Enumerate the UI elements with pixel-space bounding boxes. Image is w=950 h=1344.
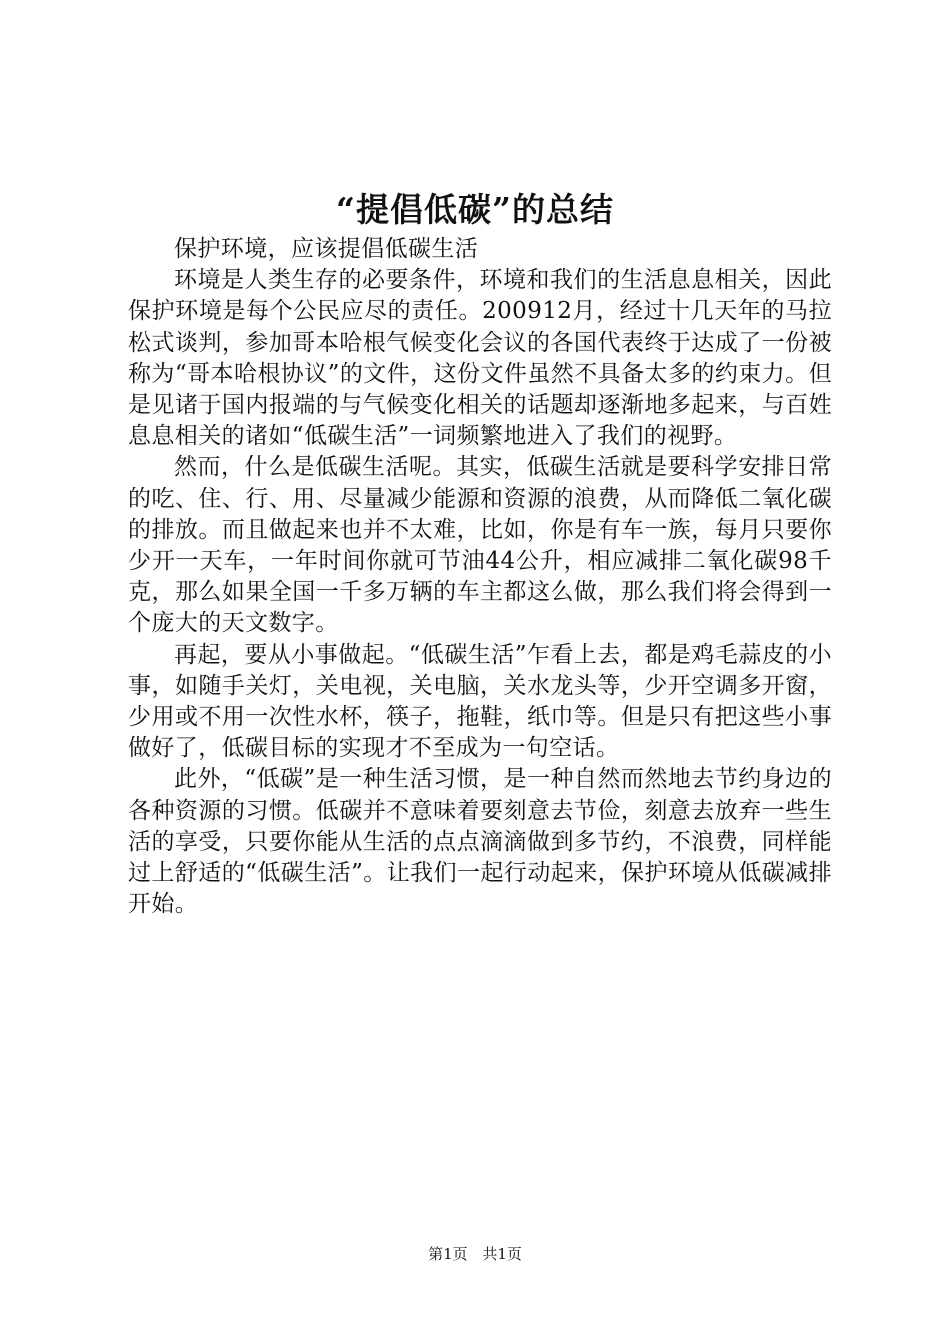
document-body [128,234,832,920]
document-title: “提倡低碳”的总结 [336,190,614,229]
page-footer [0,1244,950,1264]
paragraph-3: 然而，什么是低碳生活呢。其实，低碳生活就是要科学安排日常的吃、住、行、用、尽量减少能源和资源的浪费，从而降低二氧化碳的排放。而且做起来也并不太难，比如，你是有车一族，每月只要你少开一天车，一年时间你就可节油44公升，相应减排二氧化碳98千克，那么如果全国一千多万辆的车主都这么做，那么我们将会得到一个庞大的天文数字。 [128,454,832,637]
page-total: 共1页 [482,1245,522,1263]
paragraph-5: 此外，“低碳”是一种生活习惯，是一种自然而然地去节约身边的各种资源的习惯。低碳并不意味着要刻意去节俭，刻意去放弃一些生活的享受，只要你能从生活的点点滴滴做到多节约，不浪费，同样能过上舒适的“低碳生活”。让我们一起行动起来，保护环境从低碳减排开始。 [128,766,832,918]
paragraph-1: 保护环境，应该提倡低碳生活 [174,236,479,262]
page-number: 第1页 [428,1245,468,1263]
paragraph-4: 再起，要从小事做起。“低碳生活”乍看上去，都是鸡毛蒜皮的小事，如随手关灯，关电视，关电脑，关水龙头等，少开空调多开窗，少用或不用一次性水杯，筷子，拖鞋，纸巾等。但是只有把这些小事做好了，低碳目标的实现才不至成为一句空话。 [128,641,832,762]
paragraph-2: 环境是人类生存的必要条件，环境和我们的生活息息相关，因此保护环境是每个公民应尽的责任。200912月，经过十几天年的马拉松式谈判，参加哥本哈根气候变化会议的各国代表终于达成了一份被称为“哥本哈根协议”的文件，这份文件虽然不具备太多的约束力。但是见诸于国内报端的与气候变化相关的话题却逐渐地多起来，与百姓息息相关的诸如“低碳生活”一词频繁地进入了我们的视野。 [128,267,832,450]
